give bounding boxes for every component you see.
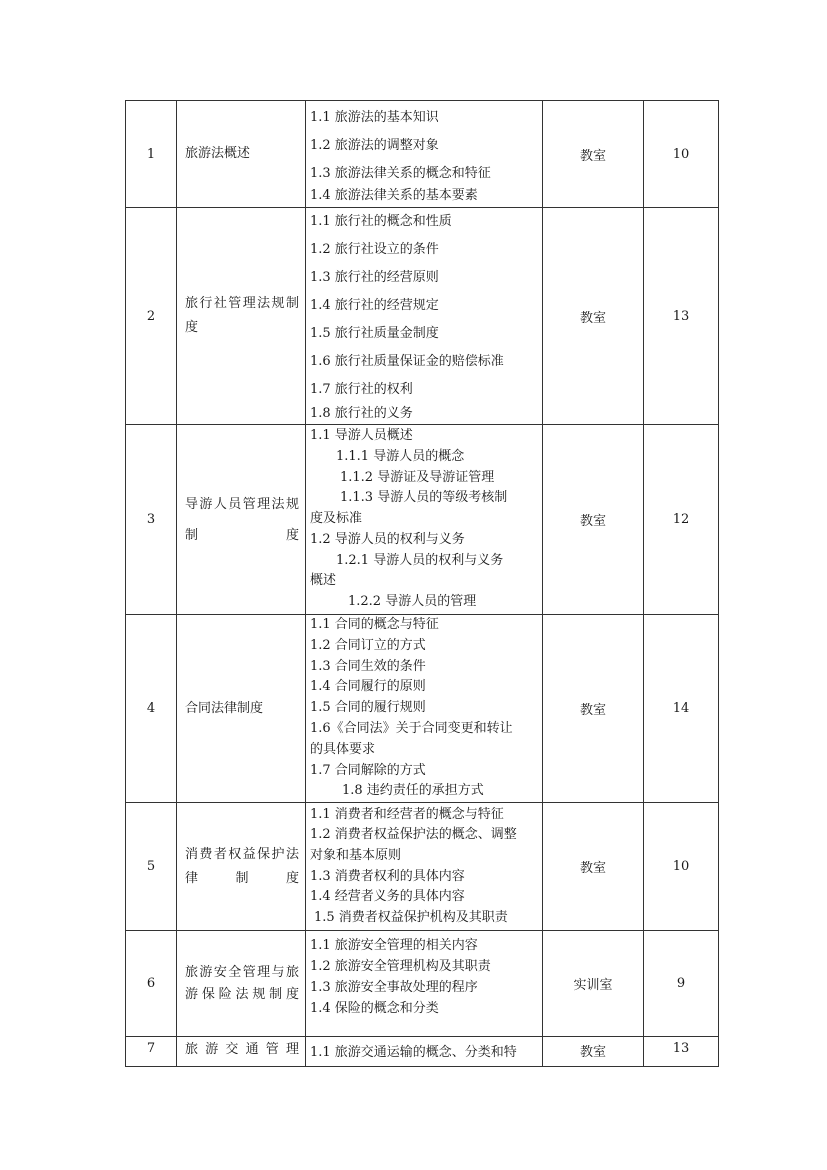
- venue: 教室: [543, 615, 644, 803]
- content-item: 1.5 旅行社质量金制度: [310, 326, 439, 341]
- content-item: 的具体要求: [310, 741, 376, 757]
- content-item: 1.4 保险的概念和分类: [310, 1001, 439, 1017]
- content-item: 1.6《合同法》关于合同变更和转让: [310, 720, 513, 736]
- content-item: 1.1 旅游交通运输的概念、分类和特: [310, 1045, 517, 1061]
- course-table: [125, 100, 719, 1067]
- content-item: 1.3 旅行社的经营原则: [310, 270, 439, 285]
- content-item: 1.1.1 导游人员的概念: [336, 448, 465, 464]
- content-item: 1.2 合同订立的方式: [310, 637, 426, 653]
- module-name: 旅游交通管理: [177, 1037, 306, 1067]
- module-content: [306, 803, 543, 931]
- hours: 12: [644, 425, 719, 615]
- content-item: 1.4 旅行社的经营规定: [310, 298, 439, 313]
- row-number: 1: [126, 101, 177, 208]
- table-row: [126, 803, 719, 931]
- content-item: 1.3 消费者权利的具体内容: [310, 868, 465, 884]
- content-item: 度及标准: [310, 511, 363, 527]
- row-number: 2: [126, 208, 177, 425]
- hours: 13: [644, 208, 719, 425]
- content-item: 对象和基本原则: [310, 848, 402, 864]
- content-item: 1.1.3 导游人员的等级考核制: [340, 490, 508, 506]
- content-item: 1.1 旅游安全管理的相关内容: [310, 938, 478, 954]
- content-item: 1.7 合同解除的方式: [310, 762, 426, 778]
- module-content: [306, 931, 543, 1037]
- row-number: 3: [126, 425, 177, 615]
- module-content: [306, 208, 543, 425]
- hours: 13: [644, 1037, 719, 1067]
- content-item: 1.4 旅游法律关系的基本要素: [310, 187, 478, 203]
- content-item: 1.2 导游人员的权利与义务: [310, 531, 465, 547]
- content-item: 1.8 旅行社的义务: [310, 406, 413, 421]
- content-item: 1.5 合同的履行规则: [310, 700, 426, 716]
- module-content: [306, 425, 543, 615]
- content-item: 1.1 旅行社的概念和性质: [310, 214, 452, 229]
- table-row: [126, 101, 719, 208]
- venue: 实训室: [543, 931, 644, 1037]
- venue: 教室: [543, 208, 644, 425]
- module-name: 旅行社管理法规制度: [177, 208, 306, 425]
- hours: 14: [644, 615, 719, 803]
- content-item: 1.8 违约责任的承担方式: [342, 783, 484, 799]
- table-row: [126, 931, 719, 1037]
- content-item: 1.6 旅行社质量保证金的赔偿标准: [310, 354, 504, 369]
- content-item: 1.2 旅行社设立的条件: [310, 242, 439, 257]
- venue: 教室: [543, 803, 644, 931]
- venue: 教室: [543, 1037, 644, 1067]
- row-number: 7: [126, 1037, 177, 1067]
- content-item: 1.2 消费者权益保护法的概念、调整: [310, 827, 517, 843]
- module-name: 消费者权益保护法律制度: [177, 803, 306, 931]
- content-item: 1.1 消费者和经营者的概念与特征: [310, 806, 504, 822]
- module-content: [306, 101, 543, 208]
- module-name: 合同法律制度: [177, 615, 306, 803]
- content-item: 1.3 旅游安全事故处理的程序: [310, 980, 478, 996]
- content-item: 1.1 合同的概念与特征: [310, 617, 439, 632]
- content-item: 1.2 旅游安全管理机构及其职责: [310, 959, 491, 975]
- content-item: 1.7 旅行社的权利: [310, 382, 413, 397]
- venue: 教室: [543, 425, 644, 615]
- row-number: 4: [126, 615, 177, 803]
- hours: 10: [644, 101, 719, 208]
- venue: 教室: [543, 101, 644, 208]
- content-item: 1.2.2 导游人员的管理: [348, 594, 477, 610]
- content-item: 1.2 旅游法的调整对象: [310, 137, 439, 153]
- table-row: [126, 615, 719, 803]
- module-name: 旅游安全管理与旅游保险法规制度: [177, 931, 306, 1037]
- content-item: 1.3 合同生效的条件: [310, 658, 426, 674]
- module-name: 导游人员管理法规制度: [177, 425, 306, 615]
- content-item: 1.2.1 导游人员的权利与义务: [336, 552, 504, 568]
- content-item: 概述: [310, 573, 337, 589]
- table-row: [126, 1037, 719, 1067]
- hours: 9: [644, 931, 719, 1037]
- module-content: [306, 615, 543, 803]
- content-item: 1.4 经营者义务的具体内容: [310, 889, 465, 905]
- content-item: 1.1 旅游法的基本知识: [310, 109, 439, 125]
- content-item: 1.1.2 导游证及导游证管理: [340, 469, 495, 485]
- content-item: 1.1 导游人员概述: [310, 427, 413, 443]
- module-name: 旅游法概述: [177, 101, 306, 208]
- module-content: [306, 1037, 543, 1067]
- hours: 10: [644, 803, 719, 931]
- row-number: 6: [126, 931, 177, 1037]
- content-item: 1.4 合同履行的原则: [310, 679, 426, 695]
- content-item: 1.3 旅游法律关系的概念和特征: [310, 165, 491, 181]
- row-number: 5: [126, 803, 177, 931]
- content-item: 1.5 消费者权益保护机构及其职责: [314, 909, 508, 925]
- table-row: [126, 208, 719, 425]
- table-row: [126, 425, 719, 615]
